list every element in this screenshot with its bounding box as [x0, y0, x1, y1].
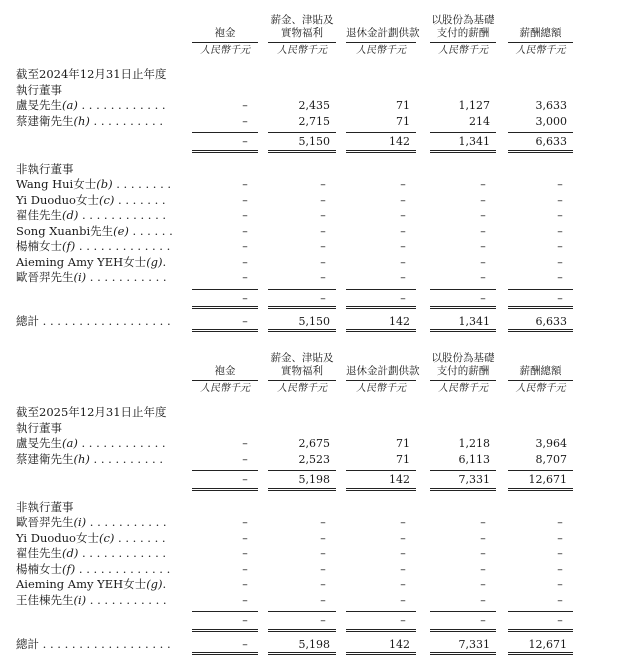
section-heading: 非執行董事	[16, 161, 74, 176]
nonexec-row-cell: –	[242, 255, 248, 269]
footnote-ref: (h)	[73, 113, 90, 128]
exec-row-cell: 3,000	[535, 114, 567, 128]
subtotal-double-rule	[430, 488, 496, 491]
director-name	[16, 594, 167, 607]
unit-label: 人民幣千元	[438, 383, 488, 394]
total-double-rule	[346, 329, 416, 332]
footnote-ref: (i)	[73, 515, 87, 529]
subtotal-double-rule	[430, 629, 496, 632]
subtotal-rule	[430, 470, 496, 471]
footnote-ref: (i)	[73, 270, 87, 284]
nonexec-row-cell: –	[480, 209, 486, 222]
nonexec-row-cell: –	[400, 516, 406, 529]
footnote-ref: (c)	[98, 192, 115, 207]
nonexec-row-cell: –	[557, 578, 563, 591]
exec-subtotal-cell: –	[242, 473, 248, 486]
nonexec-row-cell: –	[480, 178, 486, 191]
director-name	[16, 271, 167, 284]
subtotal-double-rule	[268, 306, 336, 309]
subtotal-double-rule	[192, 150, 258, 153]
director-name-text: 歐晉羿先生	[16, 270, 74, 284]
nonexec-row-cell: –	[242, 593, 248, 607]
exec-subtotal-cell: 1,341	[458, 135, 490, 148]
director-name	[16, 115, 163, 128]
nonexec-subtotal-cell: –	[242, 291, 248, 305]
exec-row-cell: 71	[396, 114, 410, 128]
exec-row-cell: 2,435	[298, 99, 330, 112]
footnote-ref: (e)	[113, 223, 129, 238]
leader-dots: . . . . . .	[128, 223, 173, 238]
nonexec-row-cell: –	[242, 516, 248, 529]
total-row-cell: 142	[389, 315, 410, 328]
leader-dots: . . . . . . . . . . . . .	[75, 561, 171, 576]
exec-row-cell: 8,707	[535, 452, 567, 466]
exec-subtotal-cell: 12,671	[528, 473, 567, 486]
nonexec-row-cell: –	[557, 531, 563, 545]
total-row-cell: –	[242, 315, 248, 328]
nonexec-row-cell: –	[400, 193, 406, 207]
nonexec-row-cell: –	[557, 224, 563, 238]
header-rule	[508, 42, 573, 43]
nonexec-row-cell: –	[320, 578, 326, 591]
header-rule	[508, 380, 573, 381]
total-row-cell: 6,633	[535, 315, 567, 328]
nonexec-row-cell: –	[480, 255, 486, 269]
nonexec-row-cell: –	[557, 240, 563, 253]
nonexec-row-cell: –	[400, 178, 406, 191]
subtotal-double-rule	[430, 306, 496, 309]
nonexec-row-cell: –	[480, 240, 486, 253]
leader-dots: . . . . . . . . . . . .	[77, 98, 166, 112]
nonexec-row-cell: –	[242, 193, 248, 207]
nonexec-row-cell: –	[242, 271, 248, 284]
director-name-text: 盧旻先生	[16, 436, 62, 450]
subtotal-double-rule	[268, 150, 336, 153]
total-double-rule	[430, 329, 496, 332]
nonexec-row-cell: –	[480, 562, 486, 576]
leader-dots: . . . . . . . . . .	[89, 113, 164, 128]
nonexec-row-cell: –	[242, 178, 248, 191]
nonexec-row-cell: –	[480, 531, 486, 545]
nonexec-row-cell: –	[242, 209, 248, 222]
director-name	[16, 516, 167, 529]
total-double-rule	[430, 652, 496, 655]
column-header: 實物福利	[281, 365, 323, 377]
nonexec-row-cell: –	[557, 593, 563, 607]
subtotal-rule	[268, 289, 336, 290]
nonexec-row-cell: –	[320, 255, 326, 269]
total-double-rule	[508, 652, 573, 655]
header-rule	[192, 42, 258, 43]
exec-subtotal-cell: 5,150	[298, 135, 330, 148]
footnote-ref: (d)	[62, 208, 79, 222]
subtotal-double-rule	[346, 488, 416, 491]
subtotal-double-rule	[508, 488, 573, 491]
leader-dots: . . . . . . . . . . . .	[77, 436, 166, 450]
subtotal-double-rule	[430, 150, 496, 153]
exec-row-cell: –	[242, 99, 248, 112]
total-label	[16, 638, 171, 651]
unit-label: 人民幣千元	[438, 45, 488, 56]
director-name-text: 王佳棟先生	[16, 592, 74, 607]
column-header: 以股份為基礎	[431, 14, 495, 26]
director-name-text: Song Xuanbi先生	[16, 223, 114, 238]
nonexec-subtotal-cell: –	[320, 291, 326, 305]
total-row-cell: 12,671	[528, 637, 567, 651]
column-header: 支付的薪酬	[436, 27, 490, 39]
section-heading: 執行董事	[16, 420, 62, 435]
leader-dots: . . . . . . . . . . . . . . . . . .	[39, 314, 171, 328]
header-rule	[192, 380, 258, 381]
exec-row-cell: 3,633	[535, 99, 567, 112]
nonexec-row-cell: –	[480, 516, 486, 529]
exec-row-cell: 71	[396, 437, 410, 450]
director-name	[16, 437, 166, 450]
nonexec-row-cell: –	[480, 193, 486, 207]
nonexec-row-cell: –	[242, 578, 248, 591]
subtotal-double-rule	[268, 629, 336, 632]
subtotal-rule	[346, 470, 416, 471]
director-name	[16, 547, 166, 560]
director-name-text: Wang Hui女士	[16, 177, 97, 191]
nonexec-row-cell: –	[320, 193, 326, 207]
total-label-text: 總計	[16, 314, 39, 328]
exec-subtotal-cell: 142	[389, 135, 410, 148]
exec-row-cell: –	[242, 452, 248, 466]
subtotal-double-rule	[346, 629, 416, 632]
nonexec-subtotal-cell: –	[557, 614, 563, 627]
nonexec-row-cell: –	[400, 240, 406, 253]
nonexec-row-cell: –	[480, 578, 486, 591]
header-rule	[268, 380, 336, 381]
leader-dots: . . . . . . . . . . . . .	[75, 239, 171, 253]
total-double-rule	[508, 329, 573, 332]
header-rule	[346, 42, 416, 43]
footnote-ref: (c)	[98, 530, 115, 545]
leader-dots: . . . . . . . . . . .	[86, 515, 167, 529]
nonexec-subtotal-cell: –	[320, 614, 326, 627]
nonexec-row-cell: –	[557, 562, 563, 576]
director-name-text: 楊楠女士	[16, 561, 62, 576]
exec-row-cell: 3,964	[535, 437, 567, 450]
total-label-text: 總計	[16, 636, 39, 651]
column-header: 薪金、津貼及	[270, 14, 334, 26]
subtotal-rule	[192, 289, 258, 290]
unit-label: 人民幣千元	[277, 45, 327, 56]
total-row-cell: 7,331	[458, 637, 490, 651]
leader-dots: . . . . . . . . . . .	[86, 592, 167, 607]
subtotal-rule	[268, 132, 336, 133]
nonexec-row-cell: –	[480, 224, 486, 238]
subtotal-double-rule	[192, 629, 258, 632]
header-rule	[430, 42, 496, 43]
total-double-rule	[268, 329, 336, 332]
footnote-ref: (a)	[62, 98, 78, 112]
subtotal-rule	[346, 132, 416, 133]
subtotal-rule	[508, 289, 573, 290]
subtotal-rule	[508, 611, 573, 612]
unit-label: 人民幣千元	[277, 383, 327, 394]
nonexec-subtotal-cell: –	[400, 614, 406, 627]
subtotal-rule	[430, 132, 496, 133]
director-name	[16, 178, 171, 191]
leader-dots: .	[162, 254, 167, 269]
director-name-text: Aieming Amy YEH女士	[16, 577, 147, 591]
footnote-ref: (b)	[96, 177, 113, 191]
subtotal-double-rule	[192, 488, 258, 491]
leader-dots: .	[162, 577, 167, 591]
director-name-text: 翟佳先生	[16, 546, 62, 560]
exec-row-cell: 71	[396, 452, 410, 466]
exec-row-cell: 6,113	[458, 452, 490, 466]
exec-subtotal-cell: –	[242, 135, 248, 148]
director-name-text: Yi Duoduo女士	[16, 530, 99, 545]
column-header: 袍金	[214, 27, 236, 39]
unit-label: 人民幣千元	[200, 45, 250, 56]
footnote-ref: (i)	[73, 592, 87, 607]
nonexec-row-cell: –	[320, 516, 326, 529]
unit-label: 人民幣千元	[356, 45, 406, 56]
subtotal-double-rule	[268, 488, 336, 491]
director-name	[16, 256, 166, 269]
leader-dots: . . . . . . .	[114, 530, 166, 545]
leader-dots: . . . . . . . . . . . . . . . . . .	[39, 636, 171, 651]
subtotal-double-rule	[508, 629, 573, 632]
column-header: 薪酬總額	[519, 27, 562, 39]
subtotal-double-rule	[508, 150, 573, 153]
nonexec-row-cell: –	[320, 271, 326, 284]
column-header: 薪金、津貼及	[270, 352, 334, 364]
exec-row-cell: –	[242, 437, 248, 450]
total-row-cell: 142	[389, 637, 410, 651]
footnote-ref: (h)	[73, 451, 90, 466]
nonexec-row-cell: –	[242, 240, 248, 253]
nonexec-row-cell: –	[400, 547, 406, 560]
header-rule	[346, 380, 416, 381]
director-name-text: 歐晉羿先生	[16, 515, 74, 529]
exec-row-cell: 2,715	[298, 114, 330, 128]
nonexec-subtotal-cell: –	[242, 614, 248, 627]
nonexec-row-cell: –	[242, 224, 248, 238]
subtotal-rule	[268, 611, 336, 612]
exec-row-cell: 2,523	[298, 452, 330, 466]
nonexec-row-cell: –	[400, 271, 406, 284]
nonexec-row-cell: –	[320, 240, 326, 253]
director-name	[16, 563, 170, 576]
nonexec-row-cell: –	[557, 193, 563, 207]
subtotal-rule	[192, 132, 258, 133]
header-rule	[268, 42, 336, 43]
director-name-text: Yi Duoduo女士	[16, 192, 99, 207]
nonexec-row-cell: –	[320, 209, 326, 222]
nonexec-row-cell: –	[320, 562, 326, 576]
exec-row-cell: 2,675	[298, 437, 330, 450]
director-name	[16, 225, 173, 238]
column-header: 以股份為基礎	[431, 352, 495, 364]
total-double-rule	[346, 652, 416, 655]
nonexec-row-cell: –	[320, 531, 326, 545]
director-name	[16, 453, 163, 466]
nonexec-row-cell: –	[557, 255, 563, 269]
subtotal-rule	[508, 470, 573, 471]
director-name	[16, 209, 166, 222]
nonexec-row-cell: –	[320, 593, 326, 607]
director-name	[16, 240, 170, 253]
exec-subtotal-cell: 7,331	[458, 473, 490, 486]
nonexec-row-cell: –	[400, 593, 406, 607]
exec-row-cell: 1,127	[458, 99, 490, 112]
period-label: 截至2024年12月31日止年度	[16, 67, 167, 81]
nonexec-subtotal-cell: –	[480, 291, 486, 305]
column-header: 退休金計劃供款	[346, 27, 420, 39]
director-name	[16, 194, 166, 207]
footnote-ref: (f)	[62, 239, 76, 253]
nonexec-subtotal-cell: –	[480, 614, 486, 627]
footnote-ref: (a)	[62, 436, 78, 450]
unit-label: 人民幣千元	[515, 383, 566, 394]
column-header: 實物福利	[281, 27, 323, 39]
nonexec-row-cell: –	[557, 271, 563, 284]
period-label: 截至2025年12月31日止年度	[16, 405, 167, 419]
unit-label: 人民幣千元	[515, 45, 566, 56]
nonexec-row-cell: –	[400, 562, 406, 576]
exec-row-cell: 1,218	[458, 437, 490, 450]
subtotal-rule	[192, 470, 258, 471]
unit-label: 人民幣千元	[356, 383, 406, 394]
column-header: 薪酬總額	[519, 365, 562, 377]
nonexec-subtotal-cell: –	[557, 291, 563, 305]
nonexec-row-cell: –	[400, 255, 406, 269]
footnote-ref: (g)	[146, 254, 163, 269]
exec-row-cell: 71	[396, 99, 410, 112]
section-heading: 非執行董事	[16, 499, 74, 514]
nonexec-row-cell: –	[400, 578, 406, 591]
exec-row-cell: –	[242, 114, 248, 128]
director-name	[16, 578, 166, 591]
subtotal-double-rule	[346, 306, 416, 309]
nonexec-row-cell: –	[320, 224, 326, 238]
subtotal-double-rule	[508, 306, 573, 309]
nonexec-row-cell: –	[480, 593, 486, 607]
director-name-text: 蔡建衛先生	[16, 113, 74, 128]
nonexec-row-cell: –	[557, 547, 563, 560]
leader-dots: . . . . . . . .	[112, 177, 172, 191]
footnote-ref: (d)	[62, 546, 79, 560]
column-header: 袍金	[214, 365, 236, 377]
director-name-text: 盧旻先生	[16, 98, 62, 112]
exec-row-cell: 214	[469, 114, 490, 128]
total-row-cell: –	[242, 637, 248, 651]
footnote-ref: (f)	[62, 561, 76, 576]
nonexec-row-cell: –	[480, 547, 486, 560]
total-label	[16, 315, 171, 328]
nonexec-row-cell: –	[242, 531, 248, 545]
nonexec-subtotal-cell: –	[400, 291, 406, 305]
nonexec-row-cell: –	[400, 224, 406, 238]
subtotal-rule	[430, 611, 496, 612]
leader-dots: . . . . . . . . . . .	[86, 270, 167, 284]
total-double-rule	[192, 329, 258, 332]
total-double-rule	[268, 652, 336, 655]
nonexec-row-cell: –	[242, 547, 248, 560]
subtotal-rule	[346, 611, 416, 612]
leader-dots: . . . . . . . . . . . .	[78, 208, 167, 222]
nonexec-row-cell: –	[320, 547, 326, 560]
leader-dots: . . . . . . .	[114, 192, 166, 207]
total-double-rule	[192, 652, 258, 655]
subtotal-rule	[268, 470, 336, 471]
exec-subtotal-cell: 6,633	[535, 135, 567, 148]
unit-label: 人民幣千元	[200, 383, 250, 394]
nonexec-row-cell: –	[320, 178, 326, 191]
leader-dots: . . . . . . . . . . . .	[78, 546, 167, 560]
subtotal-rule	[430, 289, 496, 290]
footnote-ref: (g)	[146, 577, 163, 591]
subtotal-rule	[346, 289, 416, 290]
total-row-cell: 5,198	[298, 637, 330, 651]
nonexec-row-cell: –	[400, 209, 406, 222]
subtotal-rule	[508, 132, 573, 133]
director-name	[16, 99, 166, 112]
director-name-text: 翟佳先生	[16, 208, 62, 222]
section-heading: 執行董事	[16, 82, 62, 97]
director-name-text: 楊楠女士	[16, 239, 62, 253]
exec-subtotal-cell: 5,198	[298, 473, 330, 486]
exec-subtotal-cell: 142	[389, 473, 410, 486]
total-row-cell: 1,341	[458, 315, 490, 328]
subtotal-double-rule	[192, 306, 258, 309]
column-header: 支付的薪酬	[436, 365, 490, 377]
director-name-text: Aieming Amy YEH女士	[16, 254, 147, 269]
nonexec-row-cell: –	[557, 178, 563, 191]
subtotal-rule	[192, 611, 258, 612]
director-name-text: 蔡建衛先生	[16, 451, 74, 466]
subtotal-double-rule	[346, 150, 416, 153]
nonexec-row-cell: –	[242, 562, 248, 576]
nonexec-row-cell: –	[400, 531, 406, 545]
total-row-cell: 5,150	[298, 315, 330, 328]
nonexec-row-cell: –	[480, 271, 486, 284]
nonexec-row-cell: –	[557, 209, 563, 222]
leader-dots: . . . . . . . . . .	[89, 451, 164, 466]
header-rule	[430, 380, 496, 381]
nonexec-row-cell: –	[557, 516, 563, 529]
director-name	[16, 532, 166, 545]
column-header: 退休金計劃供款	[346, 365, 420, 377]
